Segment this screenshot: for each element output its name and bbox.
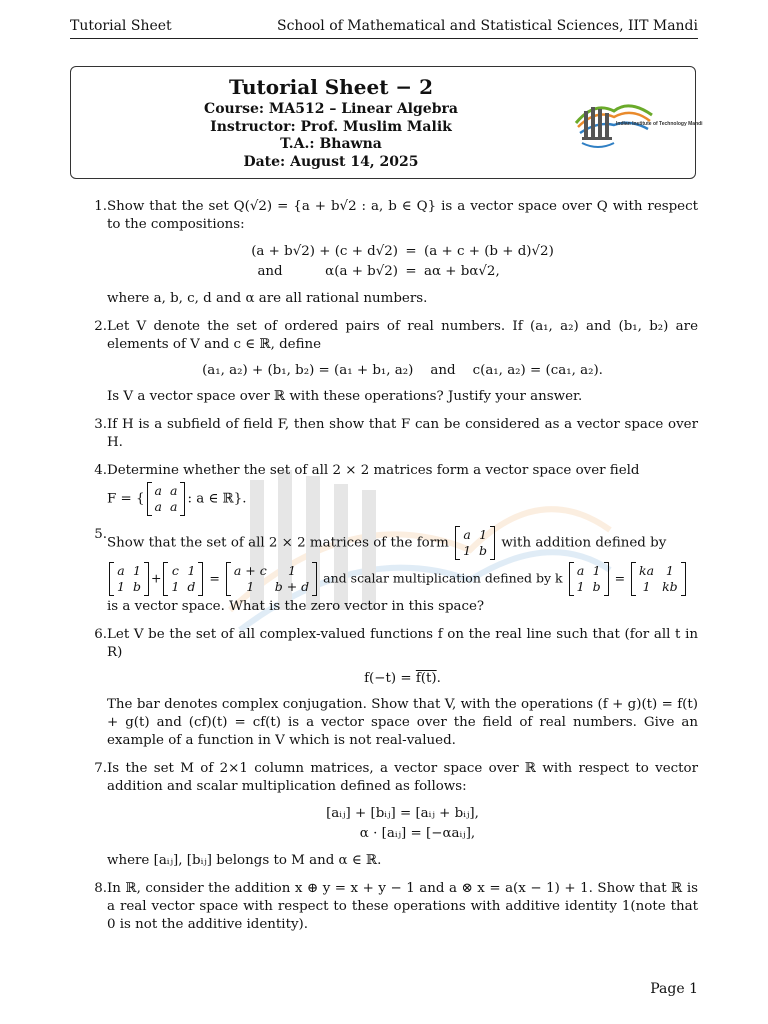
header-left: Tutorial Sheet: [70, 18, 172, 34]
question-number: 6.: [94, 627, 107, 642]
q2-intro: Let V denote the set of ordered pairs of real numbers. If (a₁, a₂) and (b₁, b₂) are elements of V and c ∈ ℝ, define: [107, 319, 698, 352]
q4-suffix: : a ∈ ℝ}.: [187, 491, 247, 507]
q1-eq2-op: =: [405, 264, 417, 279]
q5-matrix-cd: c 1 1 d: [163, 562, 203, 596]
question-3: [86, 416, 698, 452]
question-5: [86, 526, 698, 616]
course-line: Course: MA512 – Linear Algebra: [204, 101, 458, 117]
q7-intro: Is the set M of 2×1 column matrices, a vector space over ℝ with respect to vector addition and scalar multiplication defined as follows:: [107, 761, 698, 794]
question-number: 8.: [94, 881, 107, 896]
q7-eq1: [aᵢⱼ] + [bᵢⱼ] = [aᵢⱼ + bᵢⱼ],: [326, 806, 479, 821]
q5-matrix-k: ka 1 1 kb: [631, 562, 686, 596]
running-header: [70, 18, 698, 39]
q5-matrix-ab: a 1 1 b: [109, 562, 149, 596]
q5-mid-text: and scalar multiplication defined by k: [323, 570, 563, 586]
question-8: [86, 880, 698, 934]
question-1: [86, 198, 698, 308]
question-list: [86, 198, 698, 944]
header-right: School of Mathematical and Statistical Sciences, IIT Mandi: [277, 18, 698, 34]
question-number: 1.: [94, 199, 107, 214]
q4-prefix: F = {: [107, 491, 145, 507]
iit-mandi-logo: [574, 93, 703, 155]
q2-outro: Is V a vector space over ℝ with these operations? Justify your answer.: [107, 389, 583, 404]
question-number: 7.: [94, 761, 107, 776]
ta-line: T.A.: Bhawna: [280, 136, 382, 152]
q5-form-matrix: a 1 1 b: [455, 526, 495, 560]
q4-line1: Determine whether the set of all 2 × 2 matrices form a vector space over field: [107, 463, 640, 478]
q3-text: If H is a subfield of field F, then show that F can be considered as a vector space over H.: [107, 417, 698, 450]
q1-eq2-lhs: and α(a + b√2): [257, 264, 399, 279]
logo-text: Indian Institute of Technology Mandi: [616, 121, 703, 127]
q1-equations: [107, 242, 698, 282]
question-7: [86, 760, 698, 870]
q1-eq1-rhs: (a + c + (b + d)√2): [424, 244, 554, 259]
question-4: [86, 462, 698, 516]
q8-text: In ℝ, consider the addition x ⊕ y = x + y − 1 and a ⊗ x = a(x − 1) + 1. Show that ℝ is a real vector space with respect to these operations with additive identity 1(note that 0 is not the additive identity).: [107, 881, 698, 932]
q5-line1-b: with addition defined by: [501, 535, 667, 551]
q5-plus: +: [150, 570, 162, 586]
question-2: [86, 318, 698, 406]
q4-matrix: a a a a: [147, 482, 186, 516]
q5-line1-a: Show that the set of all 2 × 2 matrices of the form: [107, 535, 449, 551]
q6-outro: The bar denotes complex conjugation. Show that V, with the operations (f + g)(t) = f(t) + g(t) and (cf)(t) = cf(t) is a vector space over the field of real numbers. Give an example of a function in V which is not real-valued.: [107, 697, 698, 748]
page-number: Page 1: [650, 981, 698, 997]
q1-eq2-rhs: aα + bα√2,: [424, 264, 500, 279]
instructor-line: Instructor: Prof. Muslim Malik: [210, 118, 452, 135]
q7-outro: where [aᵢⱼ], [bᵢⱼ] belongs to M and α ∈ ℝ.: [107, 853, 382, 868]
q6-intro: Let V be the set of all complex-valued functions f on the real line such that (for all t in R): [107, 627, 698, 660]
title-box: [70, 66, 703, 179]
q6-equation: f(−t) = f(t).: [364, 671, 441, 686]
q5-matrix-ab-2: a 1 1 b: [569, 562, 609, 596]
question-number: 4.: [94, 463, 107, 478]
question-number: 3.: [94, 417, 107, 432]
question-6: [86, 626, 698, 750]
q1-outro: where a, b, c, d and α are all rational numbers.: [107, 291, 428, 306]
title-block: [201, 73, 461, 171]
q5-matrix-sum: a + c 1 1 b + d: [226, 562, 317, 596]
q1-eq1-op: =: [405, 244, 417, 259]
question-number: 2.: [94, 319, 107, 334]
q5-outro: is a vector space. What is the zero vector in this space?: [107, 599, 485, 614]
q1-eq1-lhs: (a + b√2) + (c + d√2): [251, 244, 399, 259]
q5-equals-1: =: [209, 570, 220, 586]
q5-equals-2: =: [614, 570, 626, 586]
sheet-title: Tutorial Sheet − 2: [228, 75, 434, 99]
date-line: Date: August 14, 2025: [243, 153, 419, 170]
q1-intro: Show that the set Q(√2) = {a + b√2 : a, b ∈ Q} is a vector space over Q with respect to the compositions:: [107, 199, 698, 232]
question-number: 5.: [94, 527, 107, 542]
q2-equation: (a₁, a₂) + (b₁, b₂) = (a₁ + b₁, a₂) and c(a₁, a₂) = (ca₁, a₂).: [202, 363, 603, 378]
q7-equations: [107, 804, 698, 844]
q7-eq2: α · [aᵢⱼ] = [−αaᵢⱼ],: [359, 826, 476, 841]
